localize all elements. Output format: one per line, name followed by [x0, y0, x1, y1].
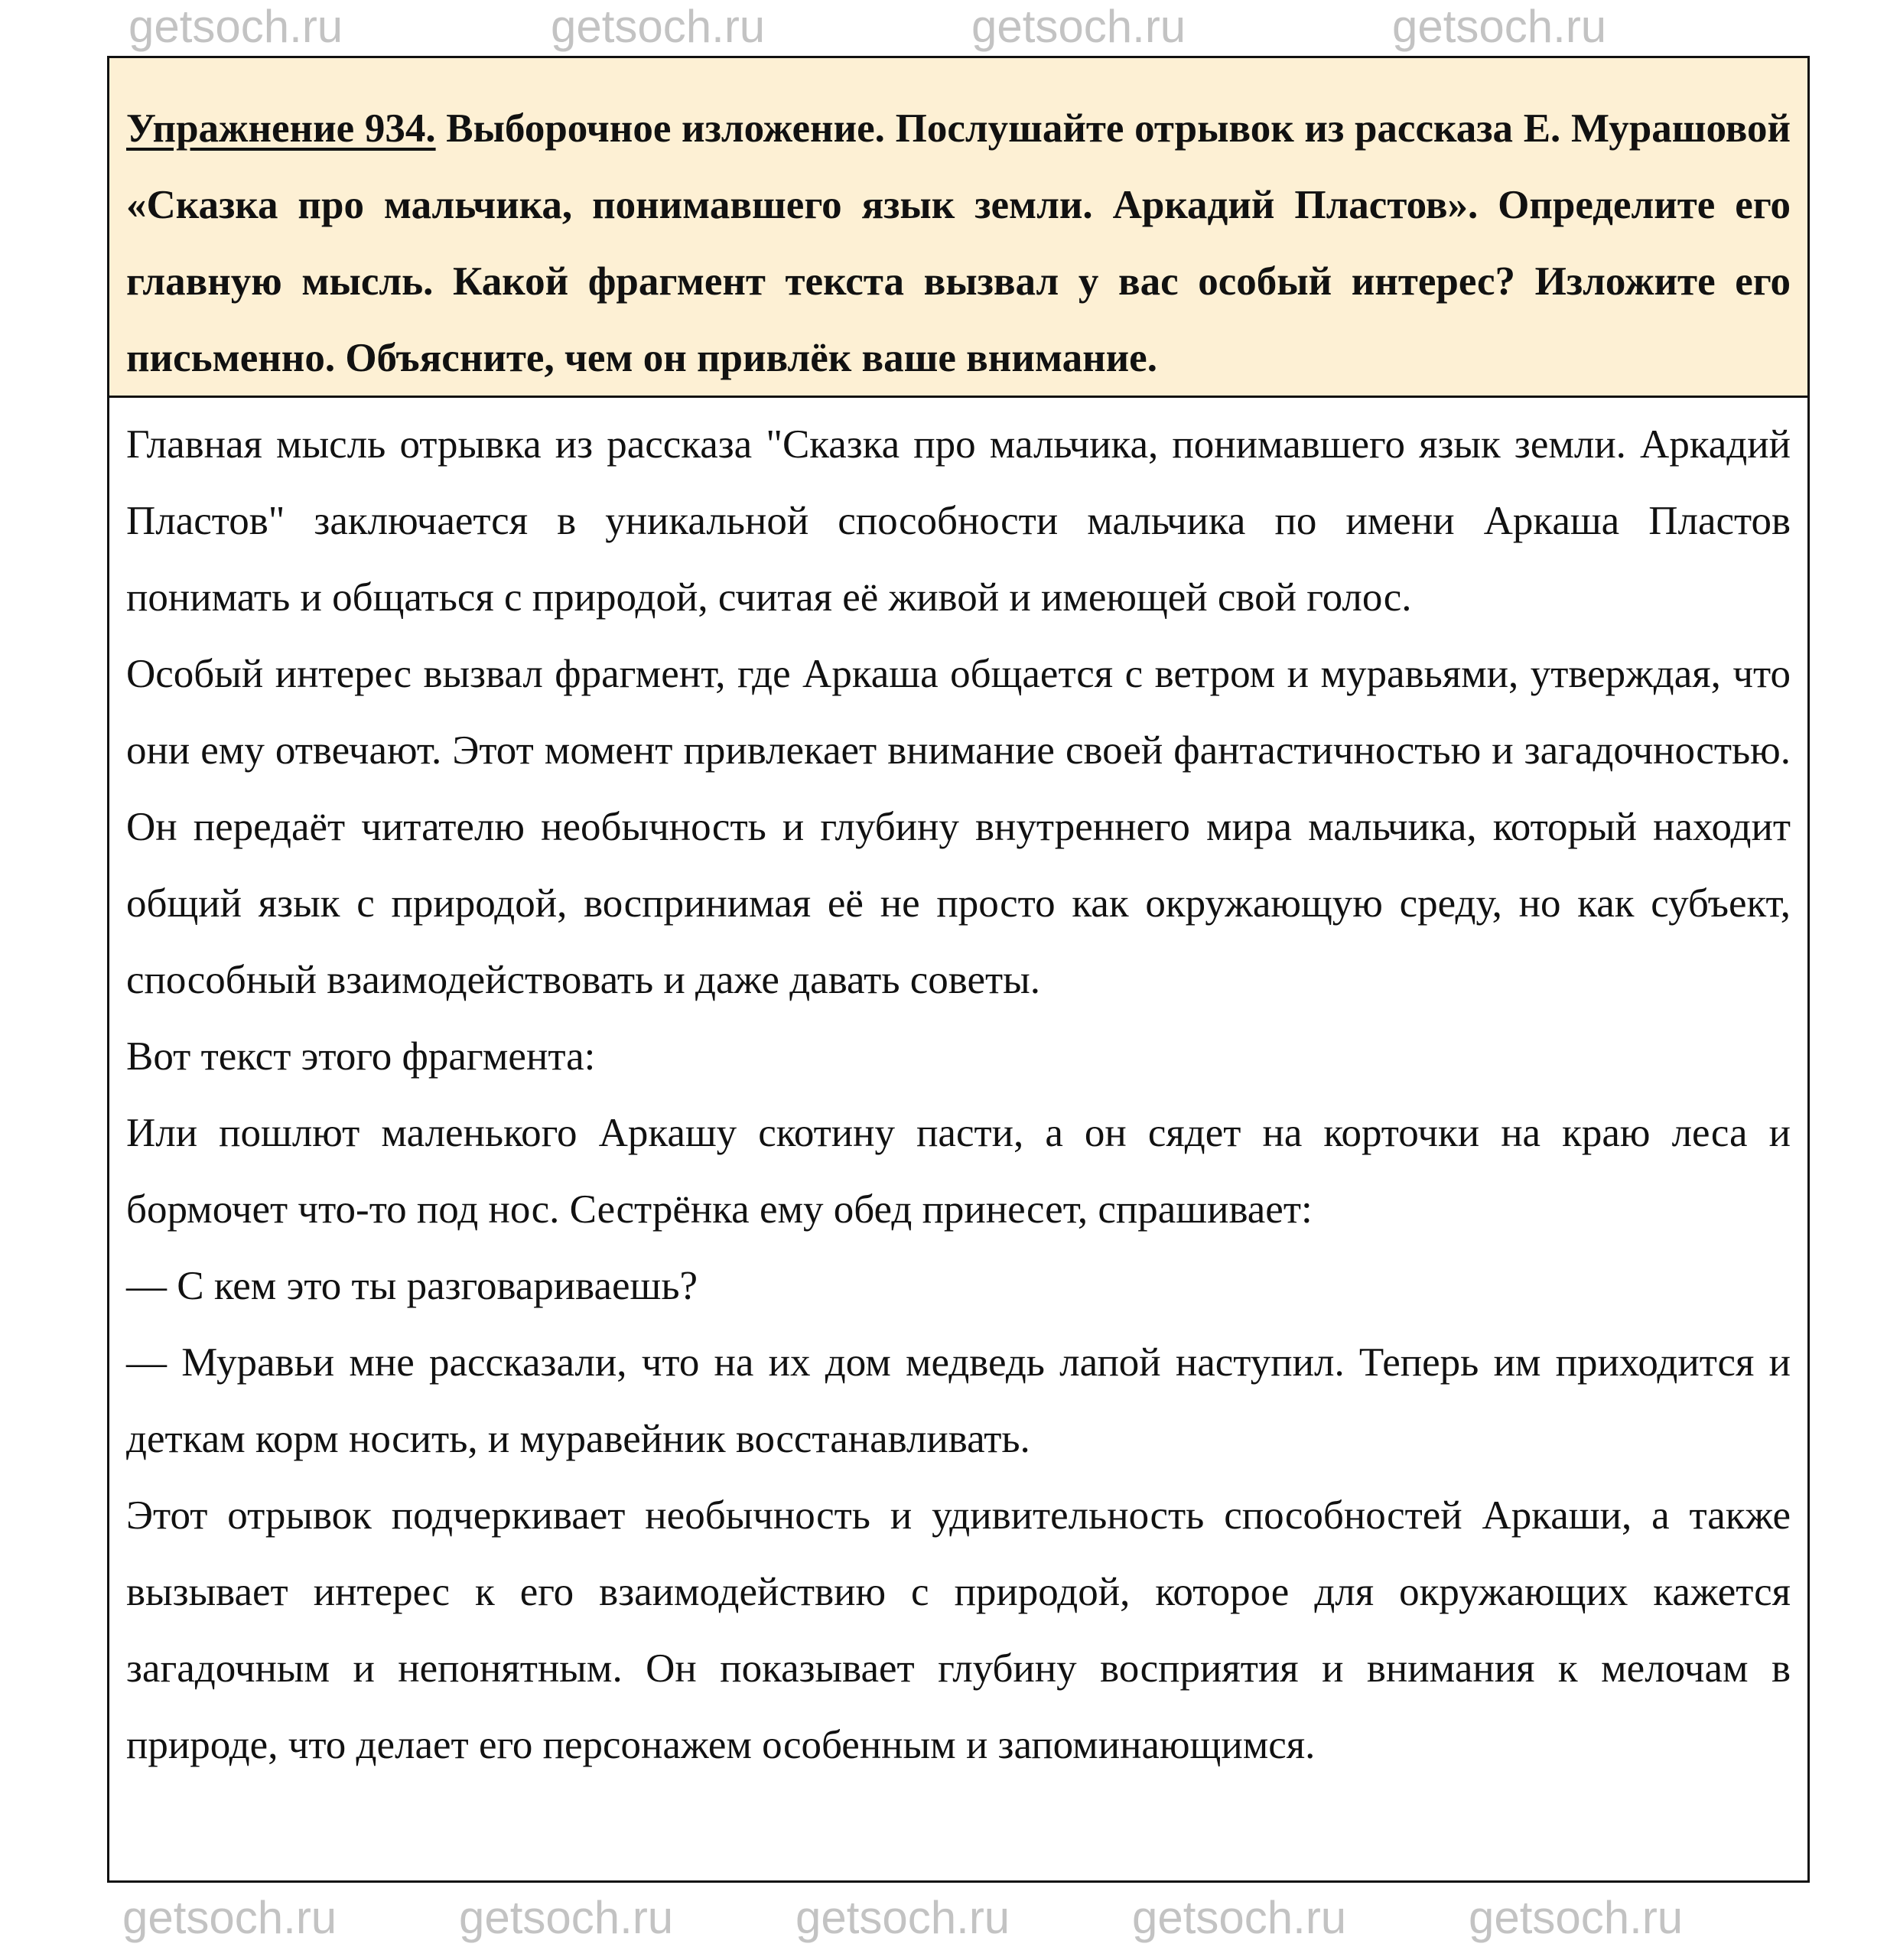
quote-dialogue: — Муравьи мне рассказали, что на их дом медведь лапой наступил. Теперь им приходится и деткам корм носить, и муравейник восстанавливать.	[126, 1340, 1791, 1461]
watermark: getsoch.ru	[129, 1, 343, 52]
task-header	[109, 58, 1807, 398]
quote-dialogue: — С кем это ты разговариваешь?	[126, 1264, 698, 1308]
answer-paragraph: Этот отрывок подчеркивает необычность и удивительность способностей Аркаши, а также вызывает интерес к его взаимодействию с природой, которое для окружающих кажется загадочным и непонятным. Он показывает глубину восприятия и внимания к мелочам в природе, что делает его персонажем особенным и запоминающимся.	[126, 1493, 1791, 1767]
watermark: getsoch.ru	[122, 1892, 337, 1943]
task-text: Выборочное изложение. Послушайте отрывок из рассказа Е. Мурашовой «Сказка про мальчика, понимавшего язык земли. Аркадий Пластов». Определите его главную мысль. Какой фрагмент текста вызвал у вас особый интерес? Изложите его письменно. Объясните, чем он привлёк ваше внимание.	[126, 106, 1791, 380]
watermark: getsoch.ru	[795, 1892, 1010, 1943]
exercise-card	[107, 56, 1810, 1883]
answer-body	[109, 398, 1807, 1783]
answer-paragraph: Главная мысль отрывка из рассказа "Сказка про мальчика, понимавшего язык земли. Аркадий Пластов" заключается в уникальной способности мальчика по имени Аркаша Пластов понимать и общаться с природой, считая её живой и имеющей свой голос.	[126, 422, 1791, 620]
watermark: getsoch.ru	[1469, 1892, 1684, 1943]
watermark: getsoch.ru	[971, 1, 1186, 52]
answer-paragraph: Вот текст этого фрагмента:	[126, 1034, 596, 1079]
exercise-number: Упражнение 934.	[126, 106, 436, 151]
watermark: getsoch.ru	[1392, 1, 1607, 52]
quote-paragraph: Или пошлют маленького Аркашу скотину пасти, а он сядет на корточки на краю леса и бормочет что-то под нос. Сестрёнка ему обед принесет, спрашивает:	[126, 1111, 1791, 1232]
answer-paragraph: Особый интерес вызвал фрагмент, где Аркаша общается с ветром и муравьями, утверждая, что они ему отвечают. Этот момент привлекает внимание своей фантастичностью и загадочностью. Он передаёт читателю необычность и глубину внутреннего мира мальчика, который находит общий язык с природой, воспринимая её не просто как окружающую среду, но как субъект, способный взаимодействовать и даже давать советы.	[126, 652, 1791, 1002]
task-statement	[126, 90, 1791, 396]
watermark: getsoch.ru	[459, 1892, 674, 1943]
watermark: getsoch.ru	[1132, 1892, 1347, 1943]
watermark: getsoch.ru	[551, 1, 766, 52]
